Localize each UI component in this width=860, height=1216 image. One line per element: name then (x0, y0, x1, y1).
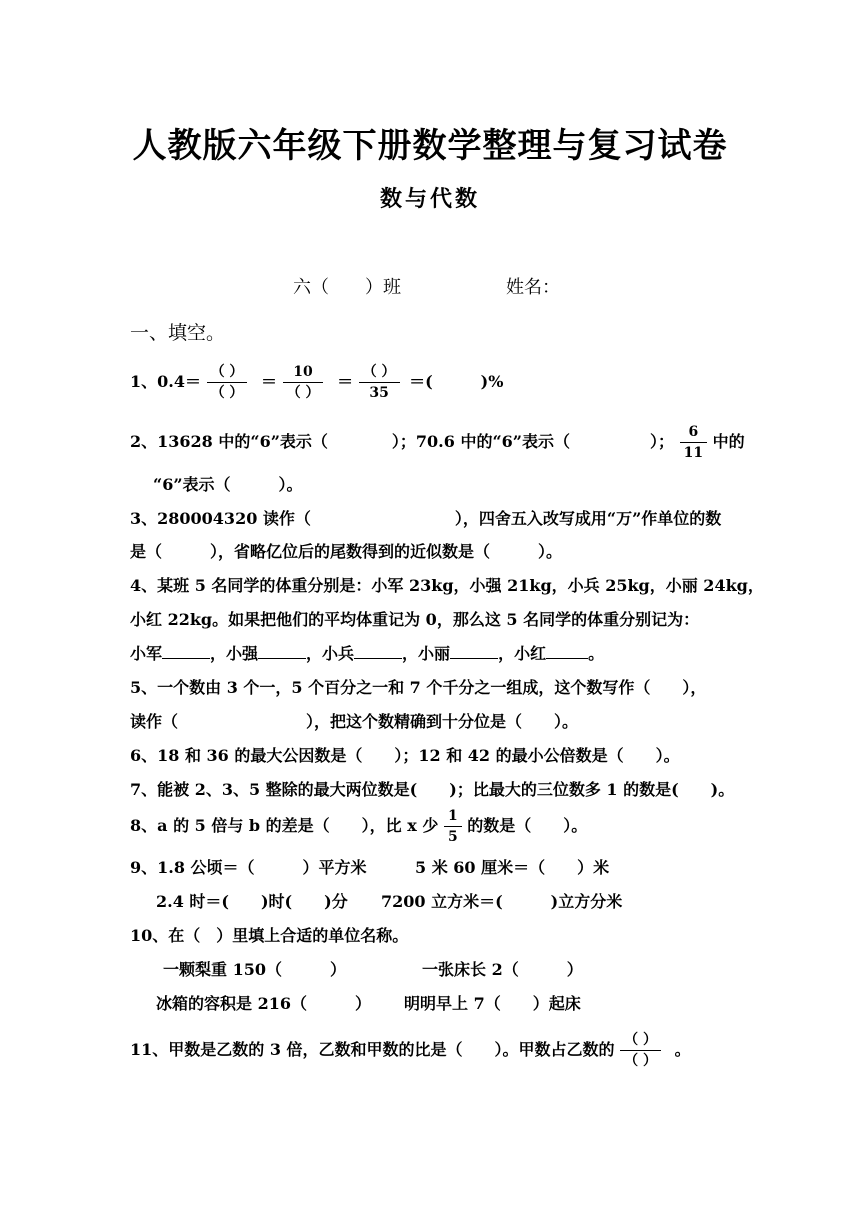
question-4-line-2: 小红 22kg。如果把他们的平均体重记为 0，那么这 5 名同学的体重分别记为： (130, 610, 700, 629)
question-5-line-2: 读作（ ），把这个数精确到十分位是（ ）。 (130, 712, 579, 731)
question-10: 10、在（ ）里填上合适的单位名称。 (130, 926, 409, 945)
question-1 (130, 362, 503, 403)
question-9-c: 2.4 时＝( )时( )分 (156, 892, 348, 911)
q4-name: ，小丽 (402, 644, 451, 663)
q11-end: 。 (674, 1040, 691, 1059)
q1-prefix: 1、0.4＝ (130, 372, 201, 391)
class-field: 六（ ）班 (293, 277, 401, 298)
question-2-cont: “6”表示（ ）。 (153, 475, 303, 494)
question-9-b: 5 米 60 厘米＝（ ）米 (415, 858, 610, 877)
question-4-line-3 (130, 641, 604, 664)
q2-fraction: $\frac{6}{11}$ (680, 422, 707, 463)
q1-fraction-2: $\frac{10}{( )}$ (283, 362, 324, 403)
q2-text-tail: 中的 (712, 432, 745, 451)
q4-name: ，小兵 (306, 644, 355, 663)
question-5-line-1: 5、一个数由 3 个一，5 个百分之一和 7 个千分之一组成，这个数写作（ ）， (130, 678, 707, 697)
q4-name: 小军 (130, 644, 163, 663)
question-9-d: 7200 立方米＝( )立方分米 (381, 892, 623, 911)
answer-blank[interactable] (450, 642, 498, 659)
section-heading: 一、填空。 (130, 322, 226, 344)
question-2 (130, 422, 745, 463)
q8-text: 8、a 的 5 倍与 b 的差是（ ），比 x 少 (130, 816, 439, 835)
question-7: 7、能被 2、3、5 整除的最大两位数是( )；比最大的三位数多 1 的数是( )。 (130, 780, 735, 799)
answer-blank[interactable] (162, 642, 210, 659)
q1-fraction-3: $\frac{( )}{35}$ (359, 362, 400, 403)
q11-fraction: $\frac{( )}{( )}$ (620, 1030, 661, 1071)
question-3-line-2: 是（ ），省略亿位后的尾数得到的近似数是（ ）。 (130, 542, 563, 561)
question-10-d: 明明早上 7（ ）起床 (404, 994, 581, 1013)
question-9-a: 9、1.8 公顷＝（ ）平方米 (130, 858, 367, 877)
name-field: 姓名： (506, 277, 560, 298)
q2-text: 2、13628 中的“6”表示（ ）；70.6 中的“6”表示（ ）； (130, 432, 674, 451)
q1-percent: ＝( )% (409, 372, 504, 391)
q4-end: 。 (588, 644, 605, 663)
q8-text-tail: 的数是（ ）。 (467, 816, 588, 835)
q1-fraction-1: $\frac{( )}{( )}$ (207, 362, 248, 403)
question-10-a: 一颗梨重 150（ ） (163, 960, 346, 979)
question-11 (130, 1030, 691, 1071)
q4-name: ，小红 (498, 644, 547, 663)
question-3-line-1: 3、280004320 读作（ ），四舍五入改写成用“万”作单位的数 (130, 509, 722, 528)
q11-text: 11、甲数是乙数的 3 倍，乙数和甲数的比是（ ）。甲数占乙数的 (130, 1040, 615, 1059)
question-10-c: 冰箱的容积是 216（ ） (156, 994, 371, 1013)
q8-fraction: $\frac{1}{5}$ (444, 806, 462, 847)
q1-equals: ＝ (337, 372, 354, 391)
question-6: 6、18 和 36 的最大公因数是（ ）；12 和 42 的最小公倍数是（ ）。 (130, 746, 680, 765)
q1-equals: ＝ (261, 372, 278, 391)
question-10-b: 一张床长 2（ ） (422, 960, 583, 979)
page-subtitle: 数与代数 (379, 186, 480, 212)
q4-name: ，小强 (210, 644, 259, 663)
page-title: 人教版六年级下册数学整理与复习试卷 (132, 126, 728, 166)
answer-blank[interactable] (354, 642, 402, 659)
question-8 (130, 806, 587, 847)
answer-blank[interactable] (258, 642, 306, 659)
answer-blank[interactable] (546, 642, 588, 659)
question-4-line-1: 4、某班 5 名同学的体重分别是：小军 23kg，小强 21kg，小兵 25kg，小丽 24kg， (130, 576, 764, 595)
